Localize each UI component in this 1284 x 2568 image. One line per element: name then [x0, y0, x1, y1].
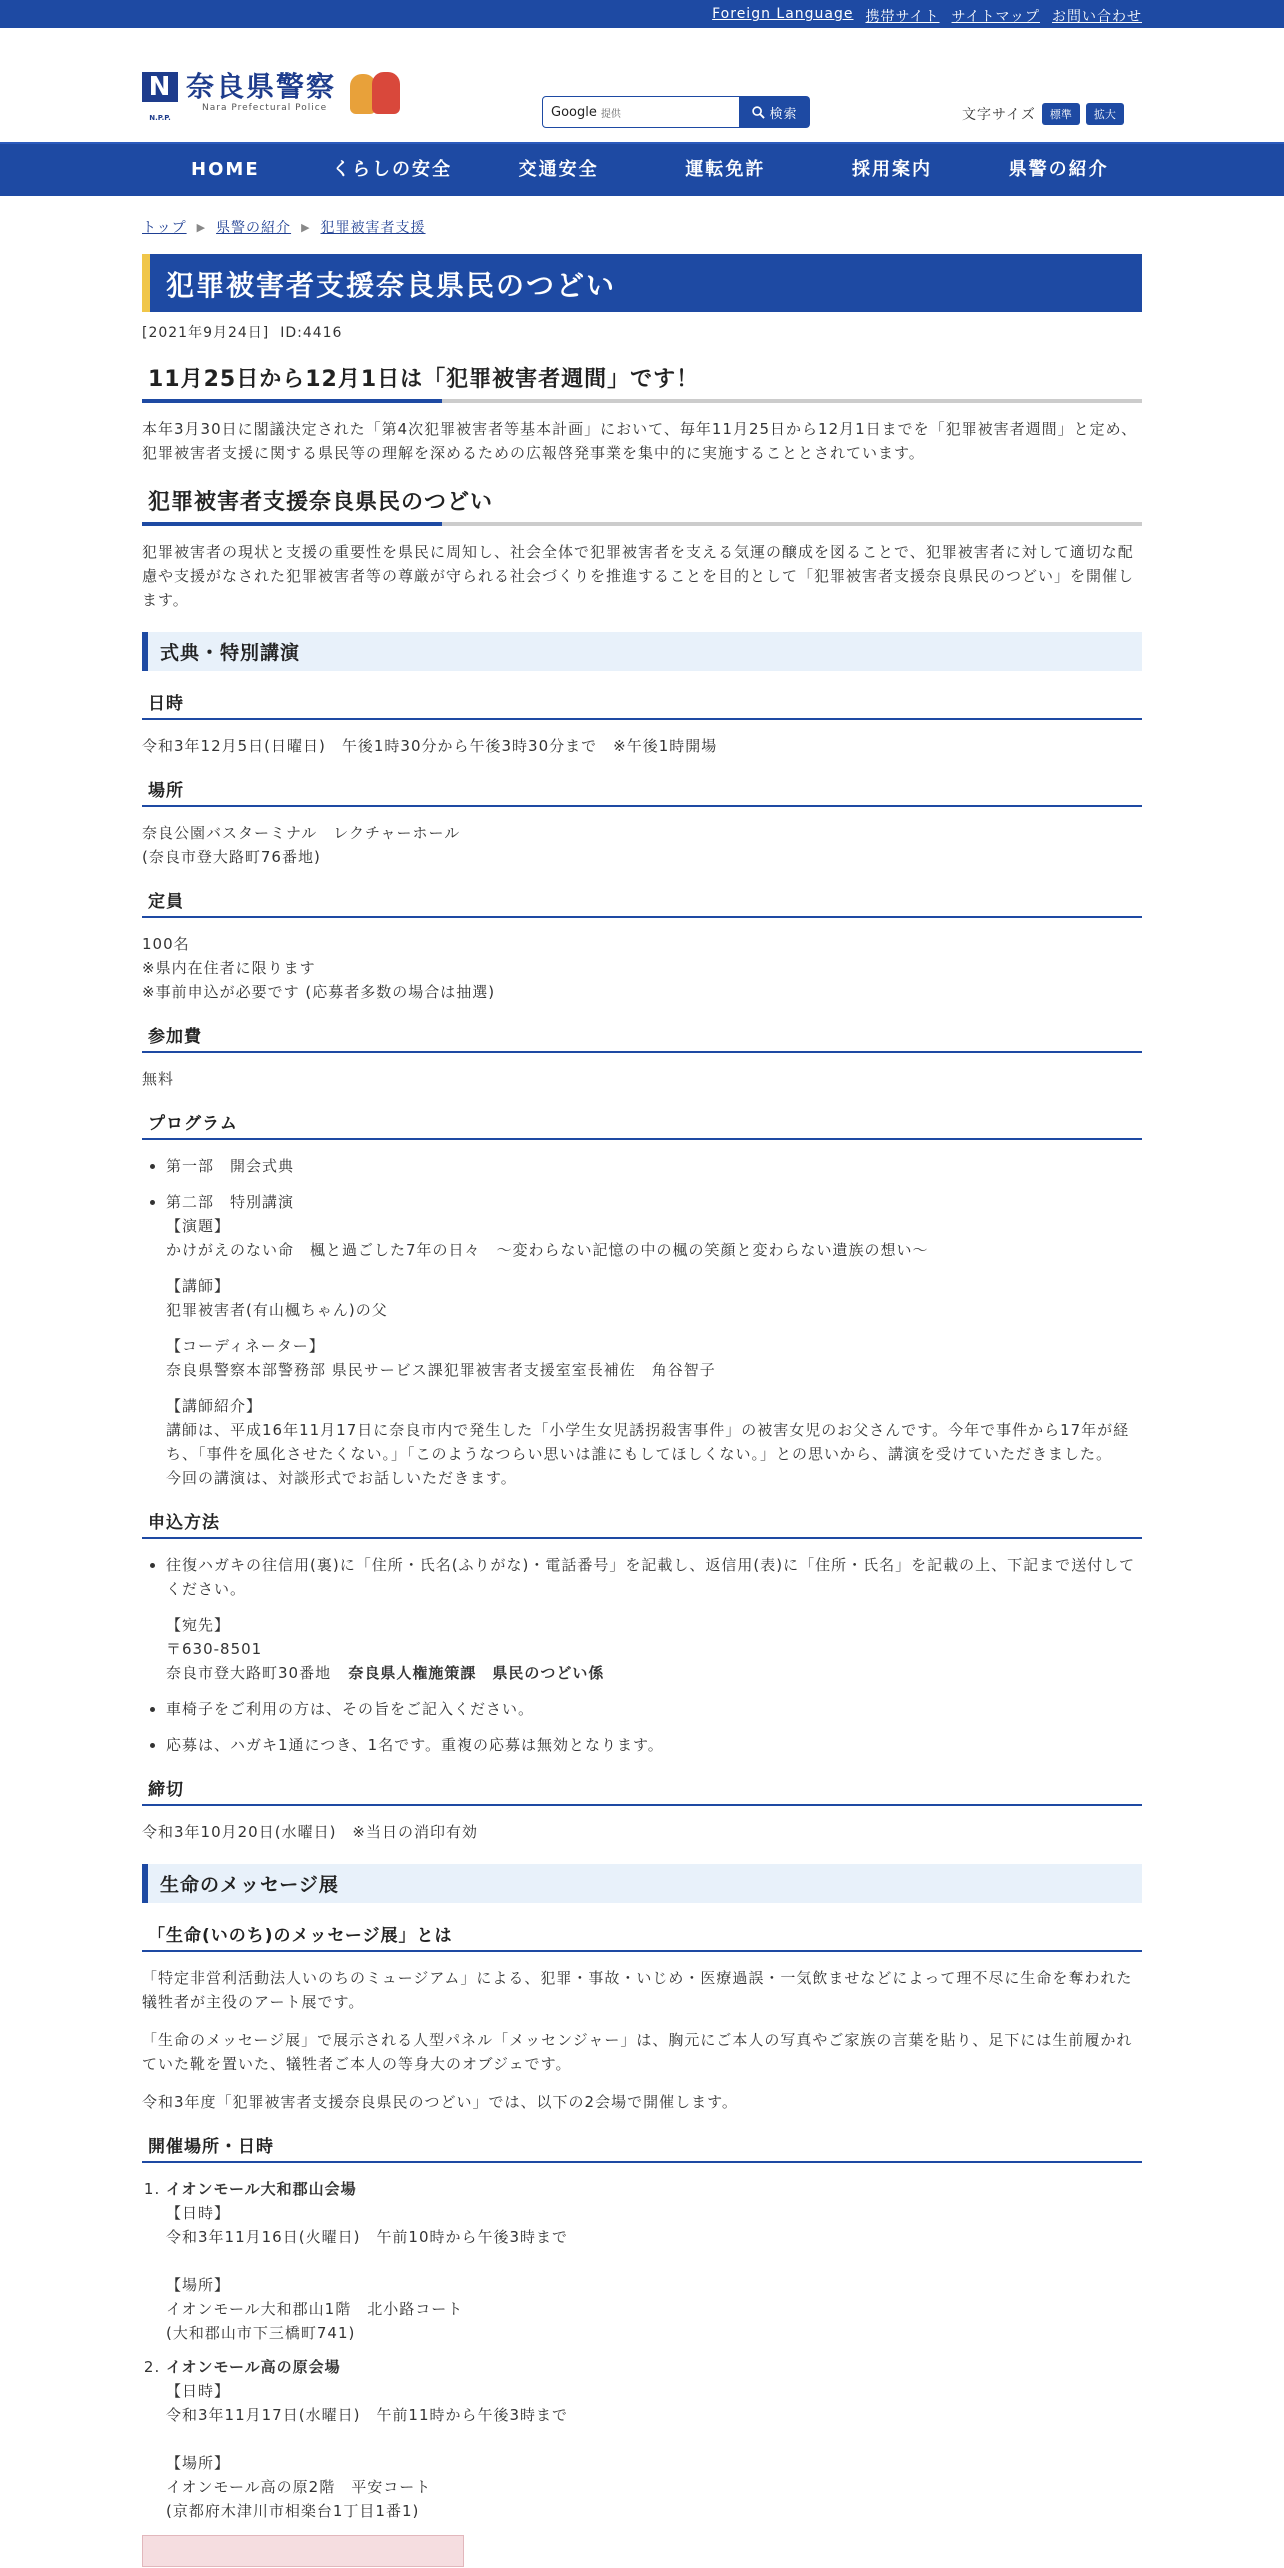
- link-sitemap[interactable]: サイトマップ: [951, 9, 1040, 25]
- logo-subtitle: Nara Prefectural Police: [202, 103, 328, 113]
- heading-fee: 参加費: [142, 1022, 1142, 1053]
- npp-emblem-icon: N N.P.P.: [142, 72, 178, 112]
- nav-recruit[interactable]: 採用案内: [852, 159, 933, 180]
- chevron-right-icon: ▶: [301, 220, 311, 234]
- nav-traffic[interactable]: 交通安全: [518, 159, 599, 180]
- heading-datetime: 日時: [142, 689, 1142, 720]
- section-heading-message-exhibit: 生命のメッセージ展: [142, 1864, 1142, 1903]
- search-button[interactable]: 検索: [740, 96, 810, 128]
- page-title: 犯罪被害者支援奈良県民のつどい: [142, 254, 1142, 312]
- link-contact[interactable]: お問い合わせ: [1052, 9, 1142, 25]
- list-item: • 往復ハガキの往信用(裏)に「住所・氏名(ふりがな)・電話番号」を記載し、返信用(表)に「住所・氏名」を記載の上、下記まで送付してください。 【宛先】 〒630-8501 奈良市登大路町30番地 奈良県人権施策課 県民のつどい係: [166, 1553, 1142, 1685]
- section-heading-ceremony: 式典・特別講演: [142, 632, 1142, 671]
- logo-title: 奈良県警察: [186, 70, 337, 103]
- nav-about[interactable]: 県警の紹介: [1008, 159, 1109, 180]
- heading-venues: 開催場所・日時: [142, 2132, 1142, 2163]
- link-mobile-site[interactable]: 携帯サイト: [865, 9, 940, 25]
- top-utility-bar: [0, 0, 1284, 28]
- heading-apply: 申込方法: [142, 1508, 1142, 1539]
- breadcrumb: [142, 214, 1142, 240]
- exhibit-text: 「生命のメッセージ展」で展示される人型パネル「メッセンジャー」は、胸元にご本人の写真やご家族の言葉を貼り、足下には生前履かれていた靴を置いた、犠牲者ご本人の等身大のオブジェです。: [142, 2031, 1133, 2073]
- ceremony-fee: 無料: [142, 1070, 175, 1088]
- font-size-standard-button[interactable]: 標準: [1042, 103, 1080, 125]
- page-id: ID:4416: [280, 325, 343, 341]
- heading-about-exhibit: 「生命(いのち)のメッセージ展」とは: [142, 1921, 1142, 1952]
- mascot-icon: [350, 68, 402, 116]
- list-item: 1. イオンモール大和郡山会場 【日時】 令和3年11月16日(火曜日) 午前10時から午後3時まで 【場所】 イオンモール大和郡山1階 北小路コート (大和郡山市下三橋町741): [166, 2177, 1142, 2345]
- gathering-text: 犯罪被害者の現状と支援の重要性を県民に周知し、社会全体で犯罪被害者を支える気運の醸成を図ることで、犯罪被害者に対して適切な配慮や支援がなされた犯罪被害者等の尊厳が守られる社会づくりを推進することを目的として「犯罪被害者支援奈良県民のつどい」を開催します。: [142, 543, 1135, 609]
- list-item: • 応募は、ハガキ1通につき、1名です。重複の応募は無効となります。: [166, 1733, 1142, 1757]
- list-item: • 第一部 開会式典: [166, 1154, 1142, 1178]
- section-heading-gathering: 犯罪被害者支援奈良県民のつどい: [142, 485, 1142, 526]
- heading-deadline: 締切: [142, 1775, 1142, 1806]
- breadcrumb-top[interactable]: トップ: [142, 220, 187, 236]
- search-icon: [752, 106, 765, 119]
- section-heading-victim-week: 11月25日から12月1日は「犯罪被害者週間」です！: [142, 362, 1142, 403]
- font-size-large-button[interactable]: 拡大: [1086, 103, 1124, 125]
- nav-safety[interactable]: くらしの安全: [332, 159, 452, 180]
- font-size-control: [962, 103, 1124, 125]
- heading-program: プログラム: [142, 1109, 1142, 1140]
- breadcrumb-about[interactable]: 県警の紹介: [216, 220, 292, 236]
- breadcrumb-victim-support[interactable]: 犯罪被害者支援: [320, 220, 426, 236]
- site-search: [542, 96, 810, 128]
- ceremony-datetime: 令和3年12月5日(日曜日) 午後1時30分から午後3時30分まで ※午後1時開場: [142, 737, 718, 755]
- nav-home[interactable]: HOME: [191, 159, 260, 180]
- chevron-right-icon: ▶: [196, 220, 207, 234]
- exhibit-text: 「特定非営利活動法人いのちのミュージアム」による、犯罪・事故・いじめ・医療過誤・一気飲ませなどによって理不尽に生命を奪われた犠牲者が主役のアート展です。: [142, 1969, 1133, 2011]
- list-item: • 車椅子をご利用の方は、その旨をご記入ください。: [166, 1697, 1142, 1721]
- list-item: 2. イオンモール高の原会場 【日時】 令和3年11月17日(水曜日) 午前11時から午後3時まで 【場所】 イオンモール高の原2階 平安コート (京都府木津川市相楽台1丁目1番1): [166, 2355, 1142, 2523]
- event-flyer-image: [142, 2535, 464, 2567]
- main-content: [142, 214, 1142, 2567]
- venue-list: [142, 2177, 1142, 2523]
- link-foreign-language[interactable]: Foreign Language: [712, 6, 854, 22]
- search-input[interactable]: Google 提供: [542, 96, 740, 128]
- program-list: [142, 1154, 1142, 1490]
- exhibit-text: 令和3年度「犯罪被害者支援奈良県民のつどい」では、以下の2会場で開催します。: [142, 2093, 738, 2111]
- heading-place: 場所: [142, 776, 1142, 807]
- site-header: [0, 28, 1284, 142]
- site-logo[interactable]: [142, 68, 402, 122]
- apply-list: [142, 1553, 1142, 1757]
- list-item: • 第二部 特別講演 【演題】 かけがえのない命 楓と過ごした7年の日々 ～変わらない記憶の中の楓の笑顔と変わらない遺族の想い～ 【講師】 犯罪被害者(有山楓ちゃん)の父 【コーディネーター】 奈良県警察本部警務部 県民サービス課犯罪被害者支援室室長補佐 角谷智子 【講師紹介】 講師は、平成16年11月17日に奈良市内で発生した「小学生女児誘拐殺害事件」の被害女児のお父さんです。今年で事件から17年が経ち、「事件を風化させたくない。」「このようなつらい思いは誰にもしてほしくない。」との思いから、講演を受けていただきました。 今回の講演は、対談形式でお話しいただきます。: [166, 1190, 1142, 1490]
- nav-license[interactable]: 運転免許: [685, 159, 766, 180]
- heading-capacity: 定員: [142, 887, 1142, 918]
- global-nav: [0, 142, 1284, 196]
- ceremony-capacity: 100名 ※県内在住者に限ります ※事前申込が必要です (応募者多数の場合は抽選): [142, 935, 496, 1001]
- ceremony-place: 奈良公園バスターミナル レクチャーホール (奈良市登大路町76番地): [142, 824, 461, 866]
- font-size-label: 文字サイズ: [962, 107, 1036, 123]
- deadline-text: 令和3年10月20日(水曜日) ※当日の消印有効: [142, 1823, 478, 1841]
- publish-date: [2021年9月24日] ID:4416: [142, 325, 343, 341]
- victim-week-text: 本年3月30日に閣議決定された「第4次犯罪被害者等基本計画」において、毎年11月25日から12月1日までを「犯罪被害者週間」と定め、犯罪被害者支援に関する県民等の理解を深めるための広報啓発事業を集中的に実施することとされています。: [142, 420, 1138, 462]
